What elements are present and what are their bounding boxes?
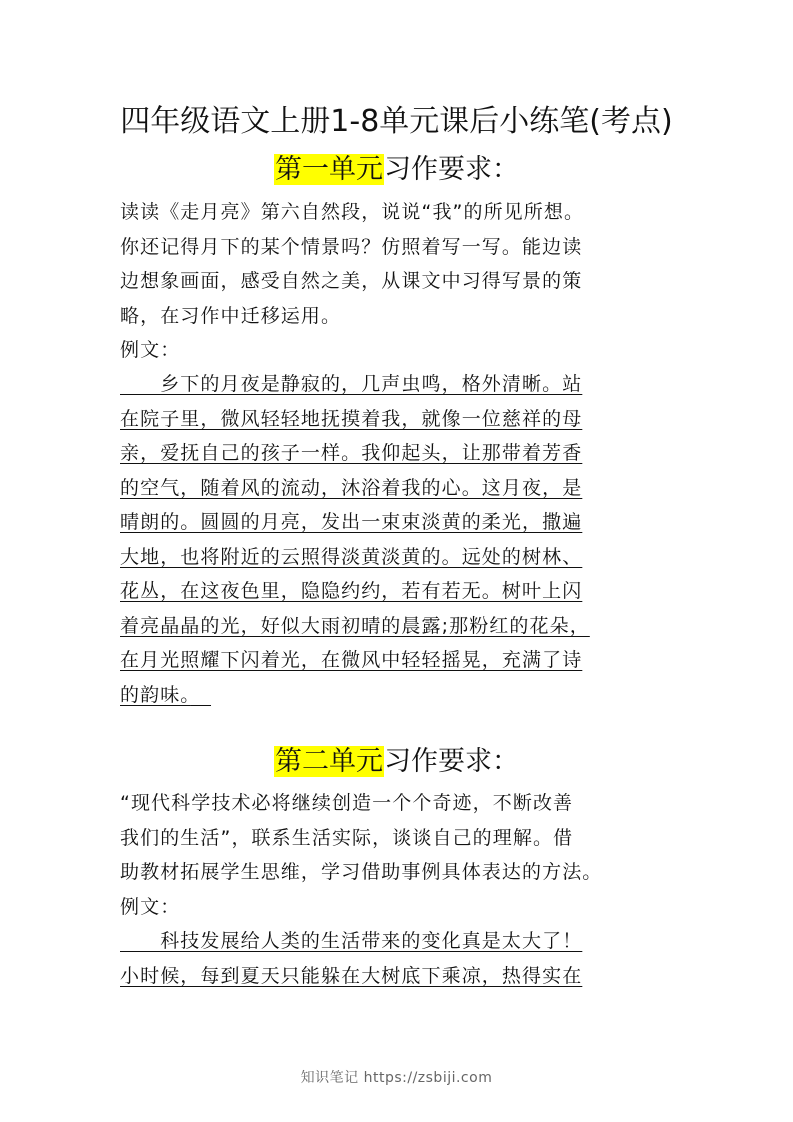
page-title: 四年级语文上册1-8单元课后小练笔(考点): [120, 104, 673, 139]
unit1-example-line-text: 在院子里，微风轻轻地抚摸着我，就像一位慈祥的母: [120, 407, 583, 430]
unit1-example-line: [120, 678, 676, 713]
unit2-example-line-text: 科技发展给人类的生活带来的变化真是太大了！: [120, 930, 583, 952]
unit1-req-line: 你还记得月下的某个情景吗？仿照着写一写。能边读: [120, 235, 583, 258]
unit2-requirements: [120, 786, 676, 924]
unit1-example-line: [120, 367, 676, 402]
unit1-example-label: 例文：: [120, 339, 181, 361]
unit2-example-text: [120, 924, 676, 993]
unit1-example-line: [120, 471, 676, 506]
unit1-example-line-text: 在月光照耀下闪着光，在微风中轻轻摇晃，充满了诗: [120, 649, 583, 671]
underline-tail: [191, 684, 211, 706]
unit1-example-line-text: 晴朗的。圆圆的月亮，发出一束束淡黄的柔光，撒遍: [120, 511, 583, 533]
unit1-heading-highlight: 第一单元: [275, 154, 383, 185]
unit1-example-line-text: 着亮晶晶的光，好似大雨初晴的晨露;那粉红的花朵，: [120, 614, 590, 637]
unit2-example-line: [120, 959, 676, 994]
unit2-heading: [0, 743, 793, 781]
unit1-example-line: [120, 505, 676, 540]
unit2-example-line: [120, 924, 676, 959]
unit1-example-line-text: 亲，爱抚自己的孩子一样。我仰起头，让那带着芳香: [120, 442, 583, 464]
unit1-example-line: [120, 574, 676, 609]
unit1-example-line-text: 乡下的月夜是静寂的，几声虫鸣，格外清晰。站: [120, 373, 583, 395]
unit1-req-line: 略，在习作中迁移运用。: [120, 304, 342, 327]
unit1-example-line: [120, 402, 676, 437]
unit2-req-line: 我们的生活”，联系生活实际，谈谈自己的理解。借: [120, 826, 574, 849]
unit1-example-line-text: 的韵味。: [120, 683, 191, 706]
unit2-example-label: 例文：: [120, 895, 181, 918]
unit1-example-line: [120, 643, 676, 678]
unit2-heading-highlight: 第二单元: [275, 746, 383, 777]
unit1-example-line: [120, 540, 676, 575]
unit1-example-line-text: 大地，也将附近的云照得淡黄淡黄的。远处的树林、: [120, 545, 583, 568]
unit1-example-text: [120, 367, 676, 712]
unit2-example-line-text: 小时候，每到夏天只能躲在大树底下乘凉，热得实在: [120, 964, 583, 987]
unit1-example-line: [120, 436, 676, 471]
unit1-example-line-text: 花丛，在这夜色里，隐隐约约，若有若无。树叶上闪: [120, 580, 583, 602]
unit2-req-line: 助教材拓展学生思维，学习借助事例具体表达的方法。: [120, 861, 603, 883]
unit1-requirements: [120, 195, 676, 368]
unit2-heading-rest: 习作要求：: [384, 746, 519, 777]
unit1-example-line-text: 的空气，随着风的流动，沐浴着我的心。这月夜，是: [120, 476, 583, 499]
unit1-example-line: [120, 609, 676, 644]
unit2-req-line: “现代科学技术必将继续创造一个个奇迹，不断改善: [120, 792, 574, 814]
unit1-req-line: 读读《走月亮》第六自然段，说说“我”的所见所想。: [120, 201, 585, 223]
footer-watermark: 知识笔记 https://zsbiji.com: [300, 1070, 493, 1086]
unit1-req-line: 边想象画面，感受自然之美，从课文中习得写景的策: [120, 270, 583, 292]
unit1-heading: [0, 151, 793, 189]
unit1-heading-rest: 习作要求：: [384, 154, 519, 185]
